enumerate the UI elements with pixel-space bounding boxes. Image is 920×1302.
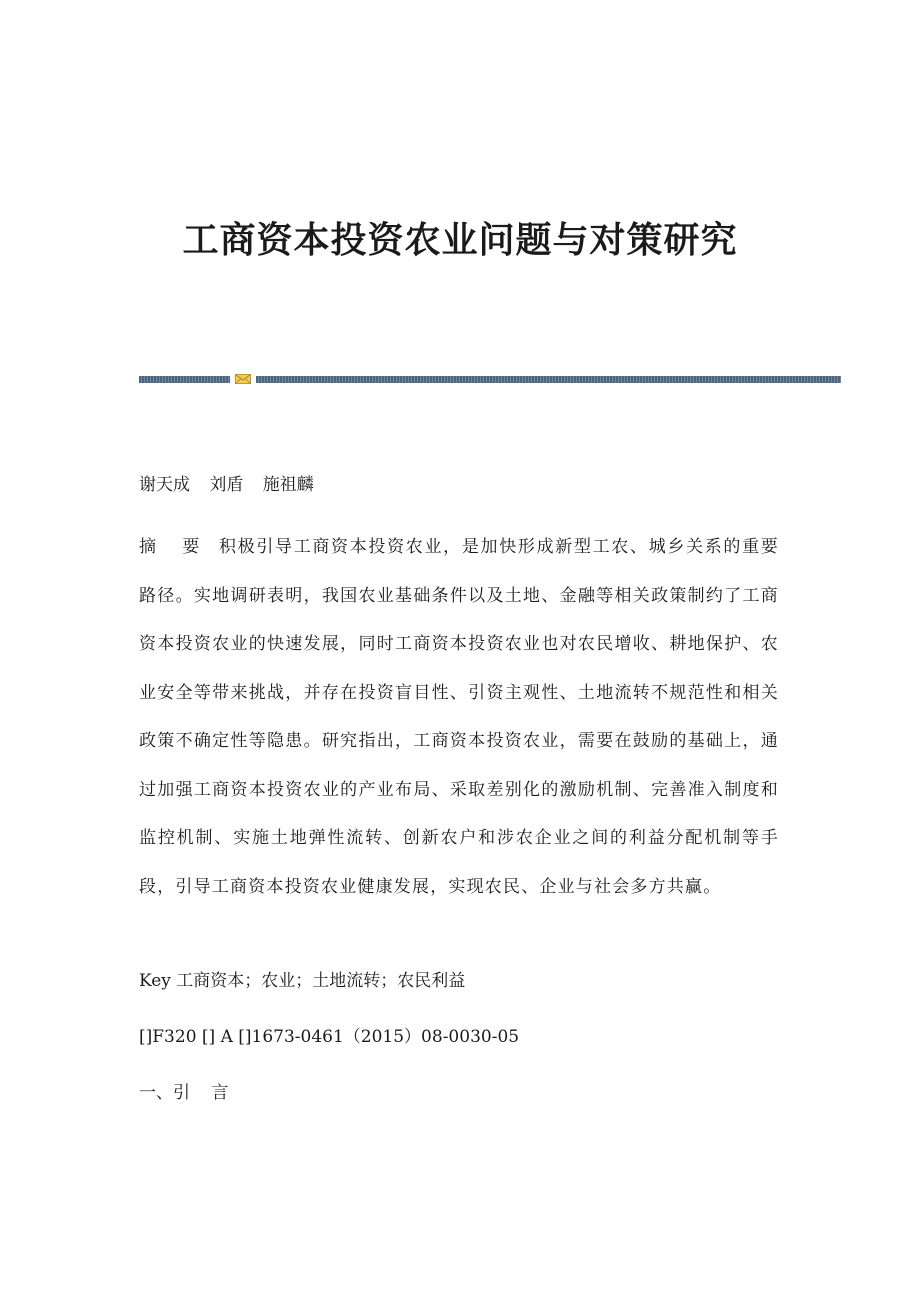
section-number: 一、 xyxy=(139,1083,173,1103)
abstract xyxy=(139,523,779,911)
envelope-icon xyxy=(235,374,251,384)
classification-codes: []F320 [] A []1673-0461（2015）08-0030-05 xyxy=(139,1027,520,1047)
section-heading xyxy=(139,1080,779,1106)
abstract-text: 积极引导工商资本投资农业，是加快形成新型工农、城乡关系的重要路径。实地调研表明，我国农业基础条件以及土地、金融等相关政策制约了工商资本投资农业的快速发展，同时工商资本投资农业也对农民增收、耕地保护、农业安全等带来挑战，并存在投资盲目性、引资主观性、土地流转不规范性和相关政策不确定性等隐患。研究指出，工商资本投资农业，需要在鼓励的基础上，通过加强工商资本投资农业的产业布局、采取差别化的激励机制、完善准入制度和监控机制、实施土地弹性流转、创新农户和涉农企业之间的利益分配机制等手段，引导工商资本投资农业健康发展，实现农民、企业与社会多方共赢。 xyxy=(139,537,779,897)
document-title: 工商资本投资农业问题与对策研究 xyxy=(182,219,738,261)
abstract-label: 摘 要 xyxy=(139,537,210,557)
divider-bar-left xyxy=(139,376,230,383)
title-divider xyxy=(139,374,841,384)
section-title: 引 言 xyxy=(173,1083,237,1103)
authors: 谢天成 刘盾 施祖麟 xyxy=(139,475,314,495)
keywords: Key 工商资本；农业；土地流转；农民利益 xyxy=(139,971,466,991)
divider-bar-right xyxy=(256,376,841,383)
